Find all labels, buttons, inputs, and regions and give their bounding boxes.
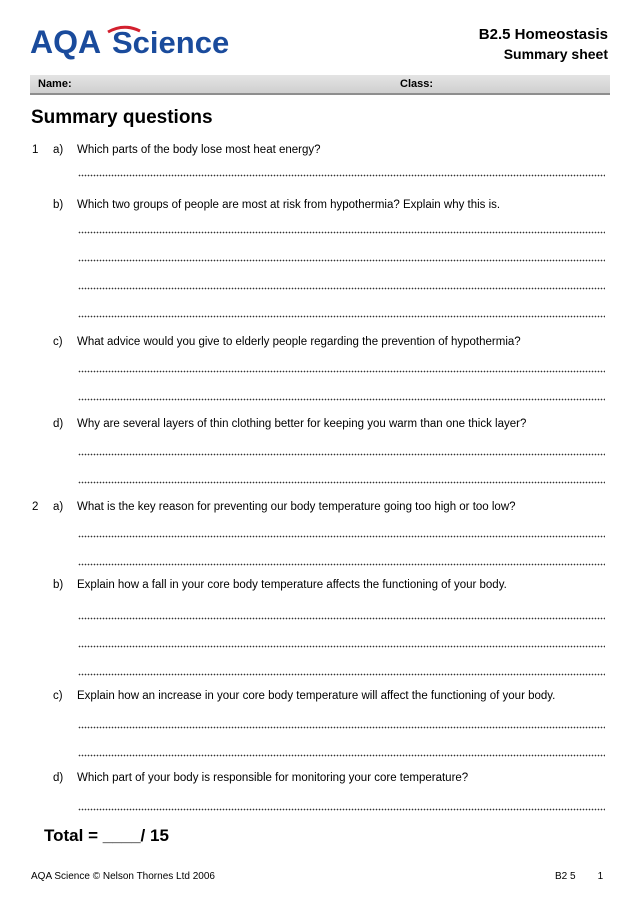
logo-science-text: Science xyxy=(112,25,230,60)
question-text: Which part of your body is responsible for monitoring your core temperature? xyxy=(77,772,469,784)
footer-code: B2 5 xyxy=(555,871,576,882)
question-text: Which parts of the body lose most heat energy? xyxy=(77,144,321,156)
footer-page-info xyxy=(555,871,603,883)
footer-copyright: AQA Science © Nelson Thornes Ltd 2006 xyxy=(31,871,215,882)
question-number: 2 xyxy=(32,501,39,513)
answer-line[interactable] xyxy=(78,231,605,234)
page-number: 1 xyxy=(597,871,604,882)
answer-line[interactable] xyxy=(78,370,605,373)
question-number: 1 xyxy=(32,144,39,156)
part-label: d) xyxy=(53,418,64,430)
answer-line[interactable] xyxy=(78,617,605,620)
answer-line[interactable] xyxy=(78,259,605,262)
answer-line[interactable] xyxy=(78,481,605,484)
answer-line[interactable] xyxy=(78,287,605,290)
name-class-bar xyxy=(30,75,610,95)
logo-aqa-text: AQA xyxy=(30,24,102,60)
topic-subtitle: Summary sheet xyxy=(503,46,608,62)
answer-line[interactable] xyxy=(78,754,605,757)
part-label: a) xyxy=(53,501,64,513)
part-label: c) xyxy=(53,336,63,348)
question-text: Explain how an increase in your core body temperature will affect the functioning of your body. xyxy=(77,690,556,702)
answer-line[interactable] xyxy=(78,563,605,566)
topic-title: B2.5 Homeostasis xyxy=(478,26,608,43)
question-text: Which two groups of people are most at risk from hypothermia? Explain why this is. xyxy=(77,199,501,211)
answer-line[interactable] xyxy=(78,673,605,676)
section-heading: Summary questions xyxy=(31,107,213,128)
question-text: What advice would you give to elderly people regarding the prevention of hypothermia? xyxy=(77,336,521,348)
answer-line[interactable] xyxy=(78,808,605,811)
answer-line[interactable] xyxy=(78,453,605,456)
answer-line[interactable] xyxy=(78,645,605,648)
part-label: d) xyxy=(53,772,64,784)
name-label: Name: xyxy=(38,78,72,90)
part-label: b) xyxy=(53,199,64,211)
class-label: Class: xyxy=(400,78,434,90)
aqa-science-logo xyxy=(28,22,244,62)
answer-line[interactable] xyxy=(78,315,605,318)
total-score: Total = ____/ 15 xyxy=(44,826,169,845)
answer-line[interactable] xyxy=(78,174,605,177)
part-label: c) xyxy=(53,690,63,702)
part-label: a) xyxy=(53,144,64,156)
topic-header xyxy=(479,26,608,63)
answer-line[interactable] xyxy=(78,726,605,729)
answer-line[interactable] xyxy=(78,535,605,538)
question-text: What is the key reason for preventing our body temperature going too high or too low? xyxy=(77,501,516,513)
question-text: Explain how a fall in your core body temperature affects the functioning of your body. xyxy=(77,579,507,591)
part-label: b) xyxy=(53,579,64,591)
answer-line[interactable] xyxy=(78,398,605,401)
question-text: Why are several layers of thin clothing better for keeping you warm than one thick layer? xyxy=(77,418,527,430)
